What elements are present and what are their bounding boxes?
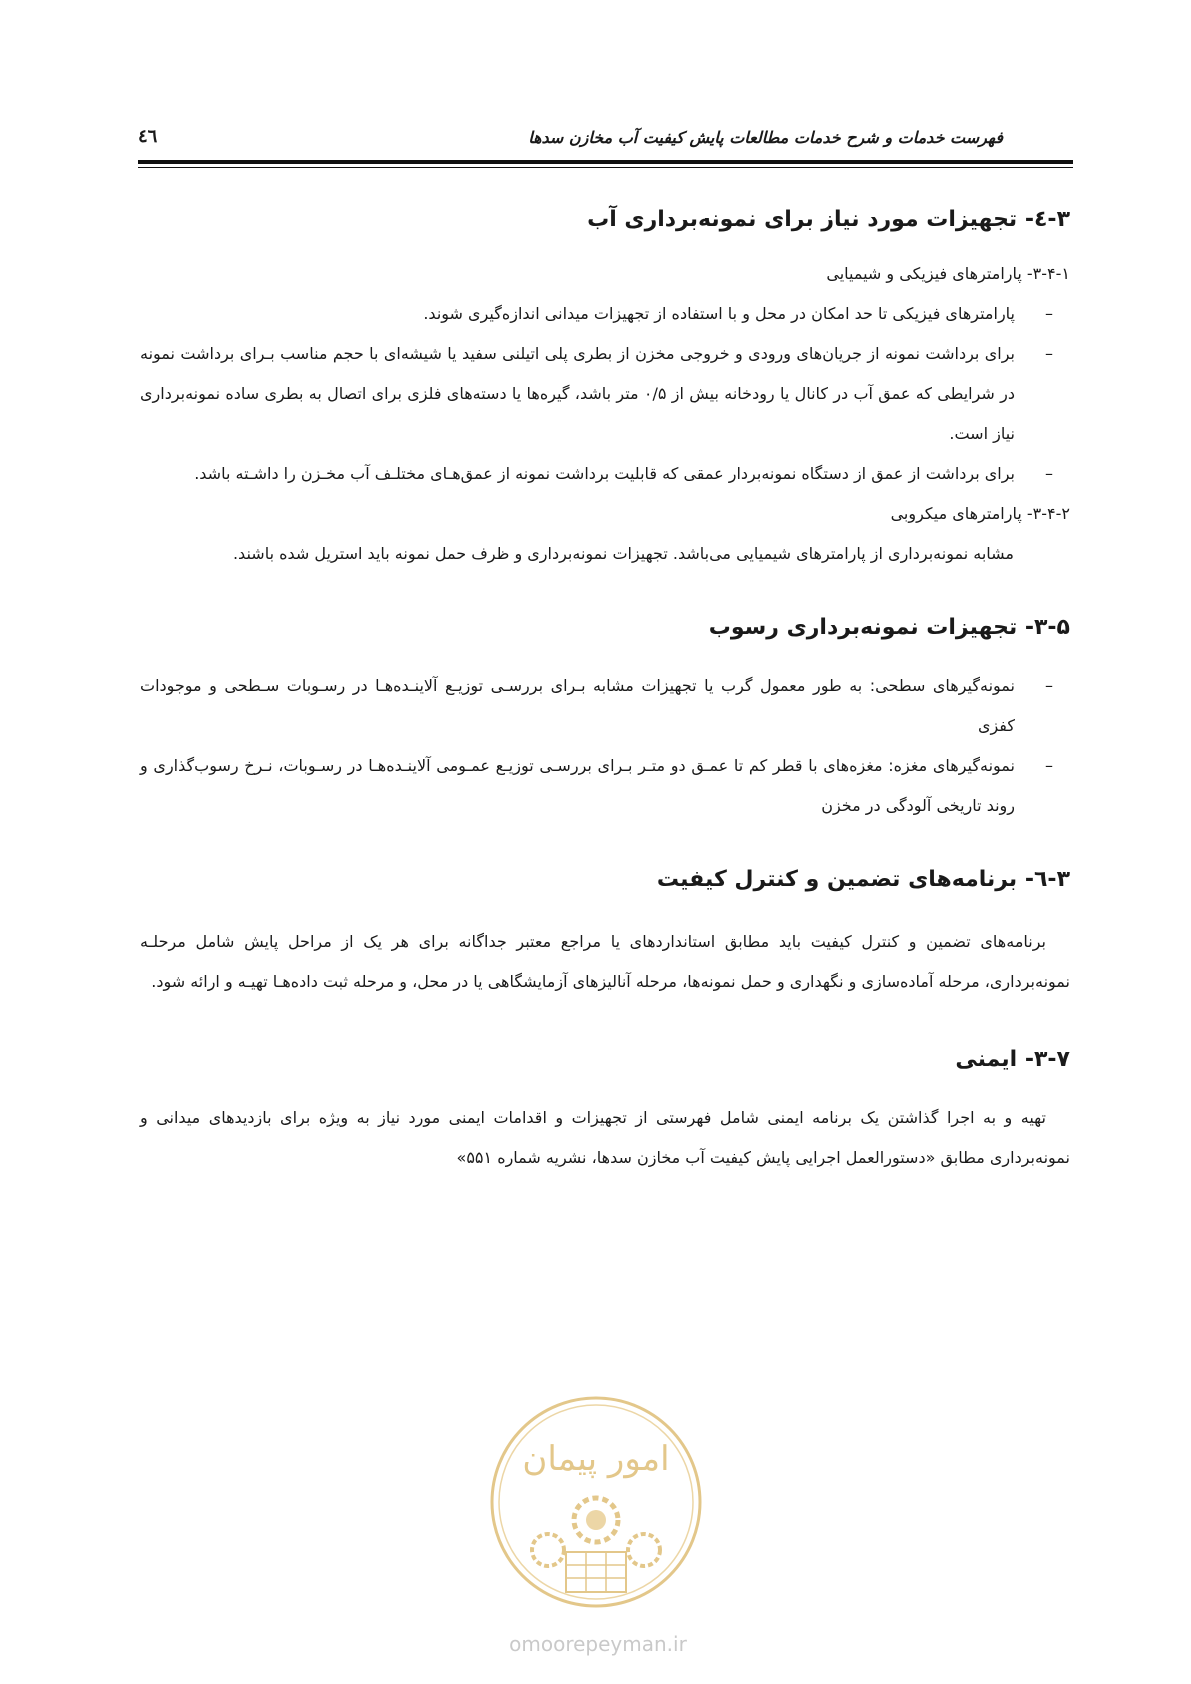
paragraph-qa-qc: برنامه‌های تضمین و کنترل کیفیت باید مطابق استانداردهای یا مراجع معتبر جداگانه برای هر یک از مراحل پایش شامل مرحلـه نمونه‌برداری، مرحله آماده‌سازی و نگهداری و حمل نمونه‌ها، مرحله آنالیزهای آزمایشگاهی یا در محل، و مرحله ثبت داده‌هـا تهیـه و ارائه شود. — [140, 932, 1070, 991]
page-number: ٤٦ — [138, 126, 158, 147]
section-heading-3-7: ۳-۷- ایمنی — [955, 1047, 1070, 1072]
bullet-list-3-4-1 — [140, 294, 1070, 494]
page-header — [138, 126, 1073, 160]
list-item: – نمونه‌گیرهای مغزه: مغزه‌های با قطر کم تا عمـق دو متـر بـرای بررسـی توزیـع عمـومی آلاینـده‌هـا در رسـوبات، نـرخ رسوب‌گذاری و روند تاریخی آلودگی در مخزن — [140, 746, 1015, 826]
watermark-site-text: omoorepeyman.ir — [509, 1632, 687, 1656]
watermark-seal — [486, 1392, 706, 1612]
header-rule-thin — [138, 167, 1073, 168]
list-item: – پارامترهای فیزیکی تا حد امکان در محل و با استفاده از تجهیزات میدانی اندازه‌گیری شوند. — [140, 294, 1015, 334]
list-item: – نمونه‌گیرهای سطحی: به طور معمول گرب یا تجهیزات مشابه بـرای بررسـی توزیـع آلاینـده‌هـا در رسـوبات سـطحی و موجودات کفزی — [140, 666, 1015, 746]
page-content — [140, 200, 1070, 1178]
section-heading-3-6: ۳-٦- برنامه‌های تضمین و کنترل کیفیت — [656, 867, 1070, 892]
section-heading-3-4: ۳-٤- تجهیزات مورد نیاز برای نمونه‌برداری آب — [587, 207, 1070, 232]
list-item: – برای برداشت از عمق از دستگاه نمونه‌بردار عمقی که قابلیت برداشت نمونه از عمق‌هـای مختلـف آب مخـزن را داشـته باشد. — [140, 454, 1015, 494]
list-item: – برای برداشت نمونه از جریان‌های ورودی و خروجی مخزن از بطری پلی اتیلنی سفید یا شیشه‌ای با حجم مناسب بـرای برداشت نمونه در شرایطی که عمق آب در کانال یا رودخانه بیش از ۰/۵ متر باشد، گیره‌ها یا دسته‌های فلزی برای اتصال به بطری ساده نمونه‌برداری نیاز است. — [140, 334, 1015, 454]
bullet-list-3-5 — [140, 666, 1070, 826]
subheading-3-4-2: ۳-۴-۲- پارامترهای میکروبی — [890, 504, 1070, 523]
svg-text:امور پیمان: امور پیمان — [522, 1439, 670, 1479]
section-heading-3-5: ۳-۵- تجهیزات نمونه‌برداری رسوب — [708, 615, 1070, 640]
header-rule-thick — [138, 160, 1073, 164]
header-title: فهرست خدمات و شرح خدمات مطالعات پایش کیفیت آب مخازن سدها — [528, 128, 1003, 147]
subheading-3-4-1: ۳-۴-۱- پارامترهای فیزیکی و شیمیایی — [826, 264, 1070, 283]
paragraph-microbial: مشابه نمونه‌برداری از پارامترهای شیمیایی می‌باشد. تجهیزات نمونه‌برداری و ظرف حمل نمونه باید استریل شده باشند. — [232, 544, 1014, 563]
paragraph-safety: تهیه و به اجرا گذاشتن یک برنامه ایمنی شامل فهرستی از تجهیزات و اقدامات ایمنی مورد نیاز به ویژه برای بازدیدهای میدانی و نمونه‌برداری مطابق «دستورالعمل اجرایی پایش کیفیت آب مخازن سدها، نشریه شماره ۵۵۱» — [140, 1108, 1070, 1167]
